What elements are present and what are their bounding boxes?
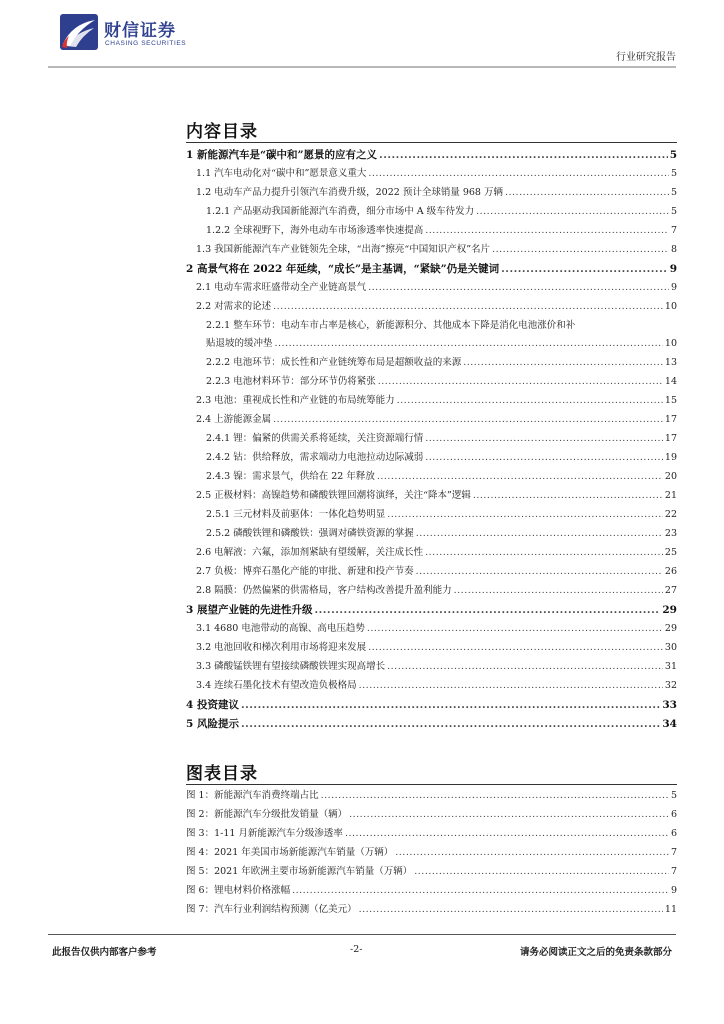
figures-title-rule: [186, 784, 677, 785]
toc-entry[interactable]: 1.1 汽车电动化对“碳中和”愿景意义重大 ..... 5: [186, 168, 677, 180]
toc-entry[interactable]: 1.3 我国新能源汽车产业链领先全球，“出海”擦亮“中国知识产权”名片 ..... 8: [186, 244, 677, 256]
toc-entry[interactable]: 1 新能源汽车是“碳中和”愿景的应有之义 ..... 5: [186, 149, 677, 161]
toc-entry[interactable]: 3.3 磷酸锰铁锂有望接续磷酸铁锂实现高增长 ..... 31: [186, 661, 677, 673]
toc-entry[interactable]: 3 展望产业链的先进性升级 ..... 29: [186, 604, 677, 616]
toc-entry[interactable]: 1.2.2 全球视野下，海外电动车市场渗透率快速提高 ..... 7: [186, 225, 677, 237]
company-logo: [60, 14, 190, 54]
toc-entry[interactable]: 2 高景气将在 2022 年延续，“成长”是主基调，“紧缺”仍是关键词 ..... 9: [186, 263, 677, 275]
toc-entry[interactable]: 4 投资建议 ..... 33: [186, 699, 677, 711]
toc-entry[interactable]: 2.2.3 电池材料环节：部分环节仍将紧张 ..... 14: [186, 376, 677, 388]
toc-entry[interactable]: 2.8 隔膜：仍然偏紧的供需格局，客户结构改善提升盈利能力 ..... 27: [186, 585, 677, 597]
toc-entry[interactable]: 2.2.1 整车环节：电动车市占率是核心，新能源积分、其他成本下降是消化电池涨价和补: [206, 320, 576, 331]
toc-entry[interactable]: 2.5 正极材料：高镍趋势和磷酸铁锂回潮将演绎，关注“降本”逻辑 ..... 21: [186, 490, 677, 502]
page-number: -2-: [350, 944, 363, 955]
page-header: [0, 0, 724, 70]
toc-entry[interactable]: 2.4 上游能源金属 ..... 17: [186, 414, 677, 426]
figure-entry[interactable]: 图 7：汽车行业利润结构预测（亿美元） ..... 11: [186, 904, 677, 916]
toc-entry[interactable]: 2.5.1 三元材料及前驱体：一体化趋势明显 ..... 22: [186, 509, 677, 521]
toc-entry[interactable]: 2.2 对需求的论述 ..... 10: [186, 301, 677, 313]
logo-chinese-name: 财信证券: [104, 21, 176, 41]
footer-disclaimer-right: 请务必阅读正文之后的免责条款部分: [519, 947, 672, 958]
toc-entry[interactable]: 3.4 连续石墨化技术有望改造负极格局 ..... 32: [186, 680, 677, 692]
figure-entry[interactable]: 图 2：新能源汽车分级批发销量（辆） ..... 6: [186, 809, 677, 821]
toc-entry[interactable]: 2.4.2 钴：供给释放，需求端动力电池拉动边际减弱 ..... 19: [186, 452, 677, 464]
toc-entry[interactable]: 3.2 电池回收和梯次利用市场将迎来发展 ..... 30: [186, 642, 677, 654]
toc-entry[interactable]: 2.2.2 电池环节：成长性和产业链统筹布局是超额收益的来源 ..... 13: [186, 357, 677, 369]
figure-entry[interactable]: 图 3：1-11 月新能源汽车分级渗透率 ..... 6: [186, 828, 677, 840]
header-divider: [48, 66, 676, 68]
toc-entry[interactable]: 3.1 4680 电池带动的高镍、高电压趋势 ..... 29: [186, 623, 677, 635]
toc-entry[interactable]: 2.4.3 镍：需求景气，供给在 22 年释放 ..... 20: [186, 471, 677, 483]
toc-entry[interactable]: 2.6 电解液：六氟，添加剂紧缺有望缓解，关注成长性 ..... 25: [186, 547, 677, 559]
toc-entry-continuation[interactable]: 贴退坡的缓冲垫 ..... 10: [186, 338, 677, 350]
toc-title-rule: [186, 142, 677, 143]
toc-entry[interactable]: 2.3 电池：重视成长性和产业链的布局统筹能力 ..... 15: [186, 395, 677, 407]
toc-entry[interactable]: 2.7 负极：博弈石墨化产能的审批、新建和投产节奏 ..... 26: [186, 566, 677, 578]
toc-entry[interactable]: 2.1 电动车需求旺盛带动全产业链高景气 ..... 9: [186, 282, 677, 294]
logo-mark-icon: [60, 14, 98, 50]
footer-divider: [48, 934, 676, 935]
logo-english-name: CHASING SECURITIES: [105, 40, 187, 47]
toc-entry[interactable]: 2.4.1 锂：偏紧的供需关系将延续，关注资源端行情 ..... 17: [186, 433, 677, 445]
toc-title: 内容目录: [186, 122, 258, 142]
toc-entry[interactable]: 5 风险提示 ..... 34: [186, 718, 677, 730]
report-type-label: 行业研究报告: [616, 52, 676, 63]
figure-entry[interactable]: 图 1：新能源汽车消费终端占比 ..... 5: [186, 790, 677, 802]
page-footer: [0, 934, 724, 974]
toc-entry[interactable]: 2.5.2 磷酸铁锂和磷酸铁：强调对磷铁资源的掌握 ..... 23: [186, 528, 677, 540]
toc-entry[interactable]: 1.2.1 产品驱动我国新能源汽车消费，细分市场中 A 级车待发力 ..... 5: [186, 206, 677, 218]
figure-entry[interactable]: 图 6：锂电材料价格涨幅 ..... 9: [186, 885, 677, 897]
figure-entry[interactable]: 图 4：2021 年美国市场新能源汽车销量（万辆） ..... 7: [186, 847, 677, 859]
footer-disclaimer-left: 此报告仅供内部客户参考: [52, 947, 157, 958]
figure-entry[interactable]: 图 5：2021 年欧洲主要市场新能源汽车销量（万辆） ..... 7: [186, 866, 677, 878]
figures-title: 图表目录: [186, 764, 258, 784]
toc-entry[interactable]: 1.2 电动车产品力提升引领汽车消费升级，2022 预计全球销量 968 万辆 ..... 5: [186, 187, 677, 199]
